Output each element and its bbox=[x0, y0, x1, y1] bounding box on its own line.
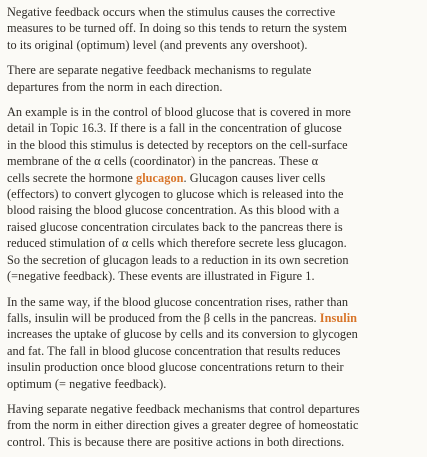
text-run: . Glucagon causes liver cells bbox=[183, 170, 326, 185]
text-run: There are separate negative feedback mechanisms to regulate bbox=[7, 63, 312, 78]
text-line bbox=[7, 326, 421, 342]
text-line bbox=[7, 235, 421, 251]
text-run: detail in Topic 16.3. If there is a fall in the concentration of glucose bbox=[7, 121, 342, 136]
text-line bbox=[7, 376, 421, 392]
text-line bbox=[7, 37, 421, 53]
text-run: and fat. The fall in blood glucose concentration that results reduces bbox=[7, 343, 341, 358]
text-line bbox=[7, 294, 421, 310]
text-run: increases the uptake of glucose by cells and its conversion to glycogen bbox=[7, 327, 358, 342]
text-run: An example is in the control of blood glucose that is covered in more bbox=[7, 105, 351, 120]
text-run: departures from the norm in each direction. bbox=[7, 79, 223, 94]
text-run: falls, insulin will be produced from the β cells in the pancreas. bbox=[7, 310, 320, 325]
text-run: So the secretion of glucagon leads to a reduction in its own secretion bbox=[7, 252, 349, 267]
text-line bbox=[7, 202, 421, 218]
text-line bbox=[7, 170, 421, 186]
text-run: membrane of the α cells (coordinator) in the pancreas. These α bbox=[7, 154, 319, 169]
text-line bbox=[7, 186, 421, 202]
text-line bbox=[7, 79, 421, 95]
text-line bbox=[7, 4, 421, 20]
text-run: In the same way, if the blood glucose concentration rises, rather than bbox=[7, 294, 349, 309]
paragraph bbox=[7, 4, 421, 53]
paragraph bbox=[7, 294, 421, 392]
text-run: (effectors) to convert glycogen to glucose which is released into the bbox=[7, 187, 344, 202]
key-term: glucagon bbox=[136, 170, 184, 185]
text-line bbox=[7, 219, 421, 235]
text-run: raised glucose concentration circulates back to the pancreas there is bbox=[7, 219, 343, 234]
text-run: reduced stimulation of α cells which therefore secrete less glucagon. bbox=[7, 236, 347, 251]
text-run: control. This is because there are positive actions in both directions. bbox=[7, 434, 345, 449]
text-run: in the blood this stimulus is detected by receptors on the cell-surface bbox=[7, 137, 348, 152]
text-line bbox=[7, 137, 421, 153]
text-run: Negative feedback occurs when the stimulus causes the corrective bbox=[7, 5, 336, 19]
text-line bbox=[7, 252, 421, 268]
text-line bbox=[7, 153, 421, 169]
text-run: (=negative feedback). These events are illustrated in Figure 1. bbox=[7, 269, 315, 284]
text-run: cells secrete the hormone bbox=[7, 170, 136, 185]
paragraph bbox=[7, 62, 421, 95]
text-line bbox=[7, 62, 421, 78]
text-run: blood raising the blood glucose concentration. As this blood with a bbox=[7, 203, 340, 218]
text-run: insulin production once blood glucose concentrations return to their bbox=[7, 360, 344, 375]
text-line bbox=[7, 434, 421, 450]
paragraph bbox=[7, 104, 421, 284]
text-line bbox=[7, 120, 421, 136]
text-line bbox=[7, 359, 421, 375]
text-line bbox=[7, 268, 421, 284]
text-line bbox=[7, 417, 421, 433]
key-term: Insulin bbox=[319, 310, 358, 325]
text-run: measures to be turned off. In doing so this tends to return the system bbox=[7, 21, 348, 36]
text-run: optimum (= negative feedback). bbox=[7, 376, 167, 391]
text-line bbox=[7, 104, 421, 120]
paragraph bbox=[7, 401, 421, 450]
text-run: Having separate negative feedback mechanisms that control departures bbox=[7, 401, 360, 416]
text-run: from the norm in either direction gives a greater degree of homeostatic bbox=[7, 418, 359, 433]
text-line bbox=[7, 20, 421, 36]
text-line bbox=[7, 343, 421, 359]
text-line bbox=[7, 401, 421, 417]
text-run: to its original (optimum) level (and prevents any overshoot). bbox=[7, 37, 308, 52]
text-line bbox=[7, 310, 421, 326]
